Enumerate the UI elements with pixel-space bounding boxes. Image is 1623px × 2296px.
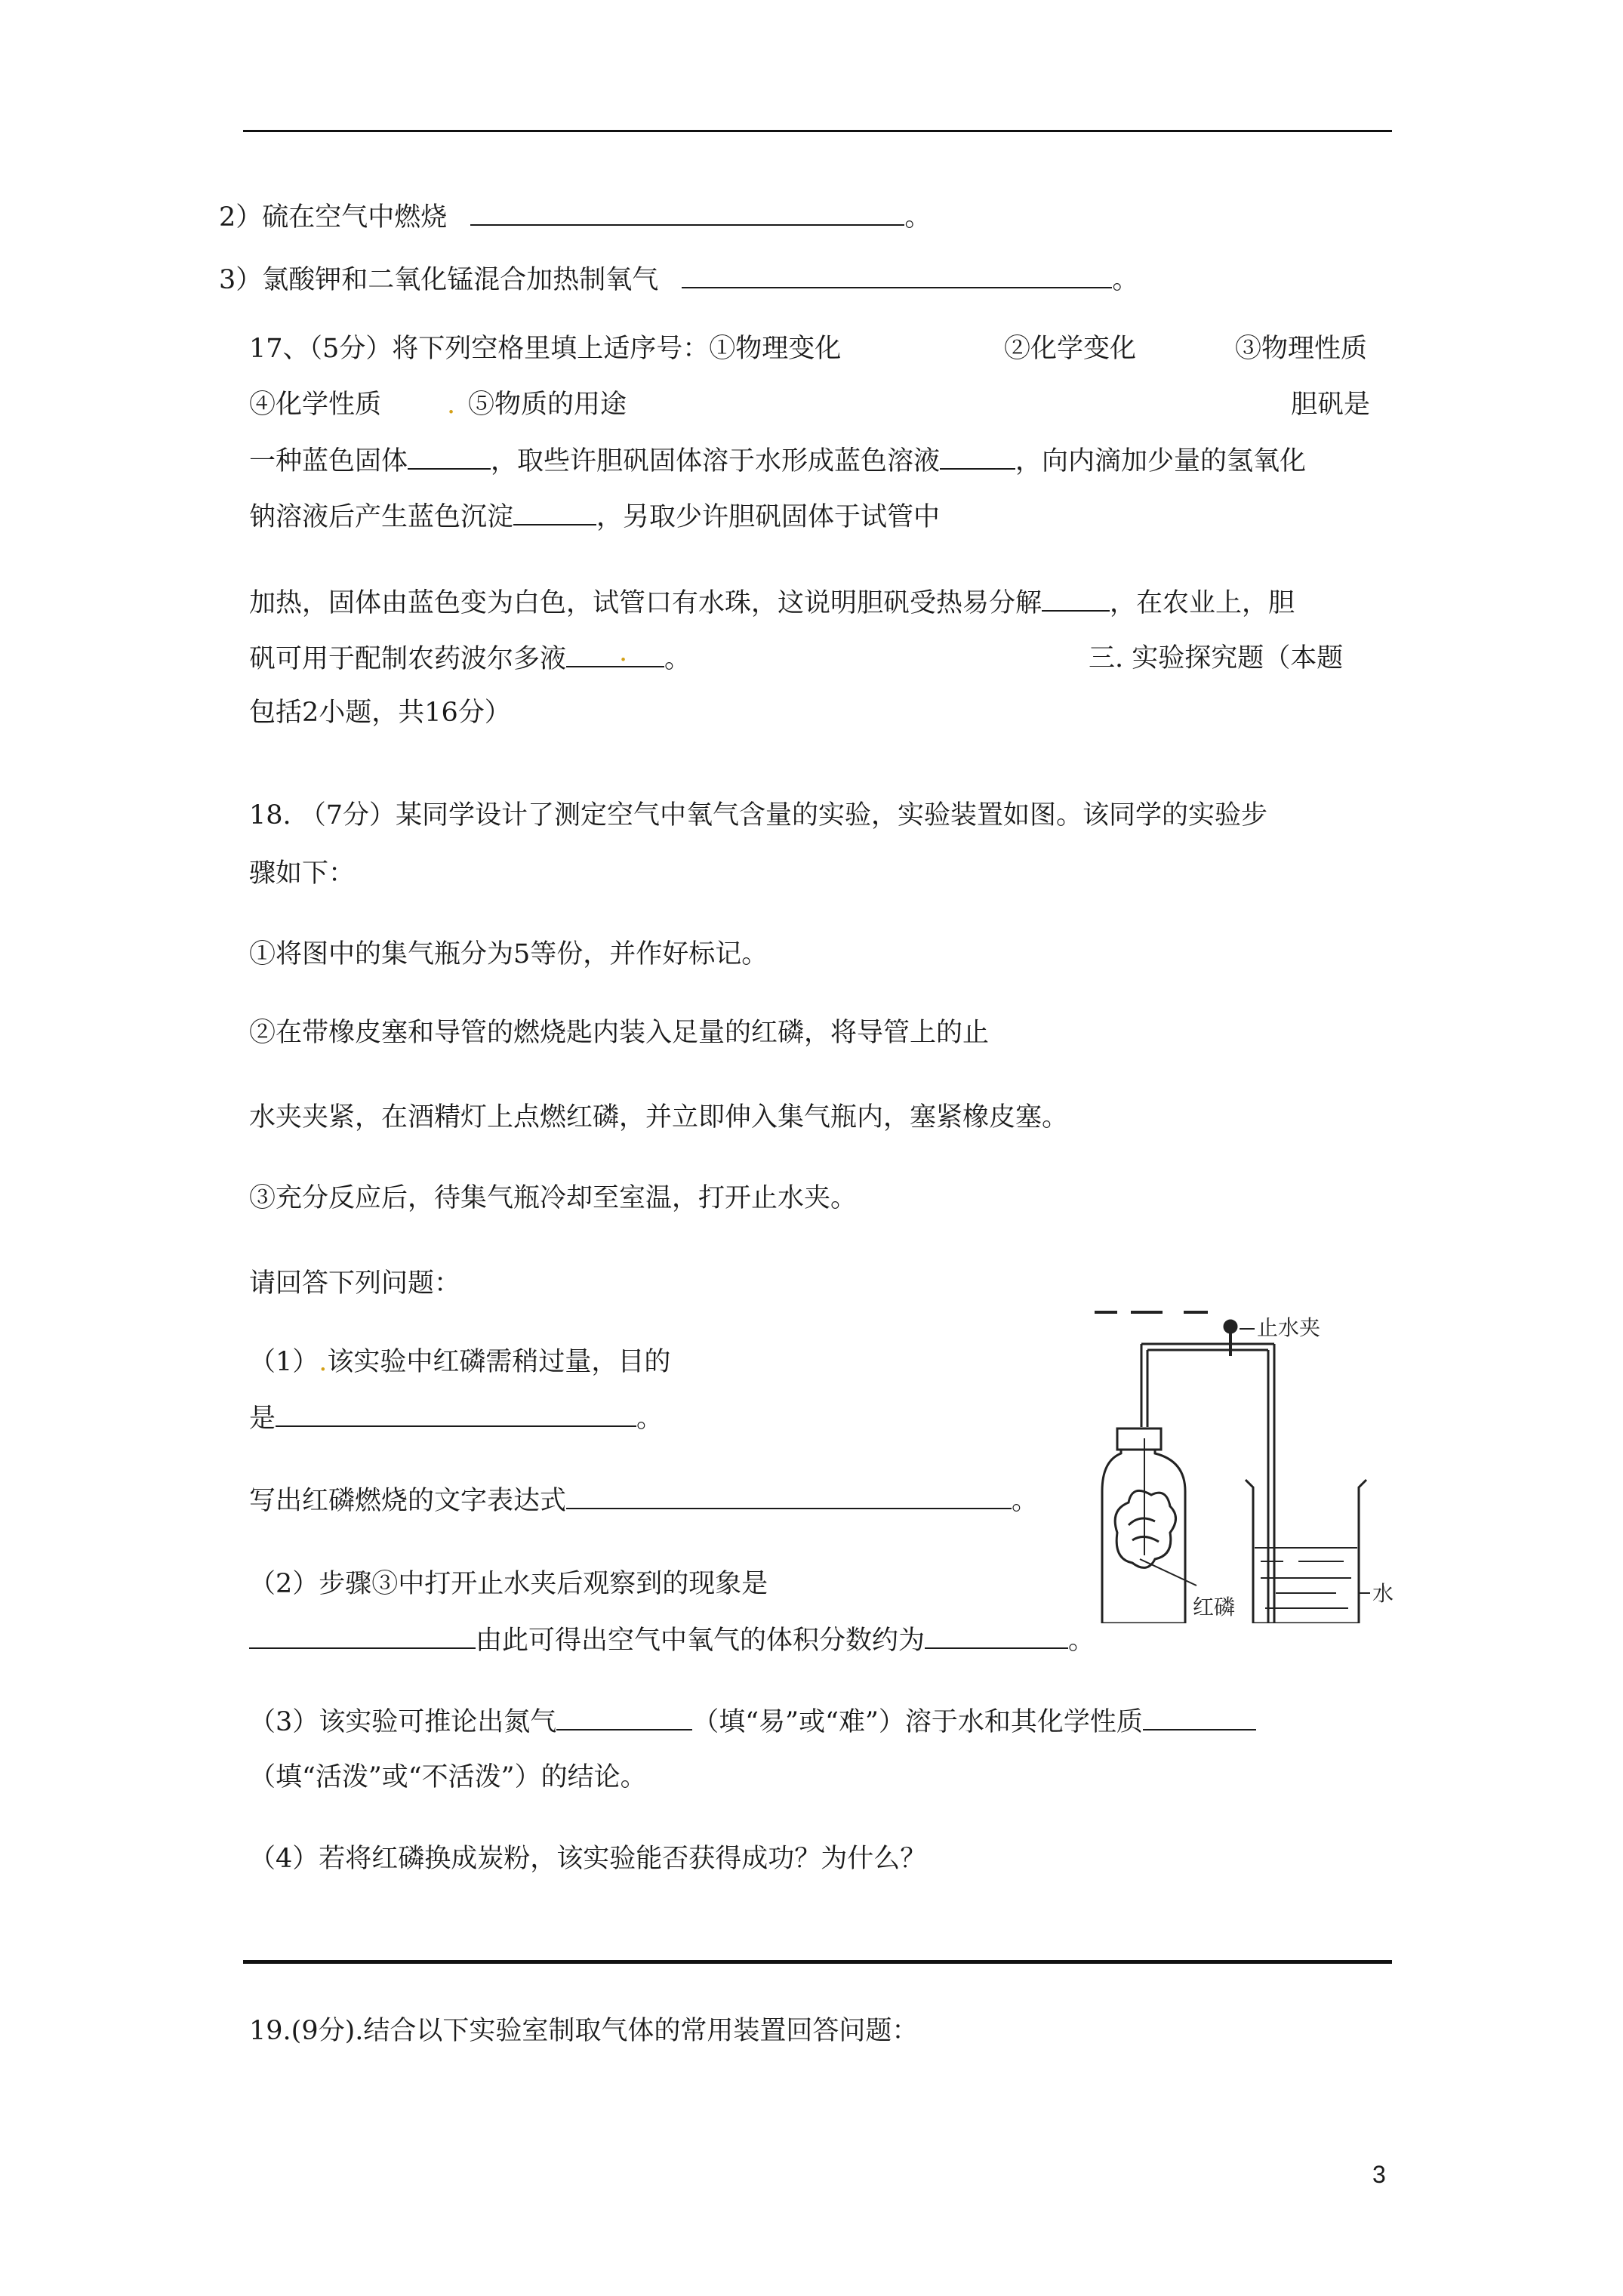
q17-text: ，另取少许胆矾固体于试管中: [596, 502, 941, 532]
q18-part2b: [249, 1623, 1095, 1657]
header-rule: [243, 130, 1392, 132]
q17-text: 一种蓝色固体: [249, 446, 408, 476]
q18-part3a: [249, 1705, 1256, 1739]
answer-blank[interactable]: [566, 637, 664, 667]
q18-text: 。: [1012, 1486, 1039, 1516]
q18-text: （1）: [249, 1347, 319, 1377]
q16-item2-end: 。: [904, 202, 932, 233]
q18-step2b: [249, 1101, 1068, 1134]
q18-part3b: [249, 1761, 647, 1794]
q18-text: （填“活泼”或“不活泼”）的结论。: [249, 1762, 647, 1792]
section-heading-text: 包括2小题，共16分）: [249, 698, 511, 728]
q17-line1-b: [1004, 332, 1136, 365]
q18-part1a: [249, 1345, 670, 1379]
q17-text: 17、（5分）将下列空格里填上适序号：①物理变化: [249, 334, 842, 364]
q19-text: 19.(9分).结合以下实验室制取气体的常用装置回答问题：: [249, 2016, 919, 2046]
stray-dot: .: [619, 637, 628, 667]
q18-text: 由此可得出空气中氧气的体积分数约为: [476, 1626, 925, 1656]
apparatus-diagram: [1087, 1306, 1404, 1623]
q18-text: （4）若将红磷换成炭粉，该实验能否获得成功？为什么？: [249, 1844, 927, 1874]
q17-line5: [249, 586, 1295, 620]
label-water: 水: [1372, 1581, 1394, 1606]
answer-blank[interactable]: [1042, 586, 1110, 612]
q16-item2: [219, 200, 931, 234]
q18-part1b: [249, 1401, 663, 1435]
q17-line1: [249, 332, 841, 365]
q16-item3-text: 3）氯酸钾和二氧化锰混合加热制氧气: [219, 265, 659, 295]
answer-blank[interactable]: [470, 200, 904, 226]
q18-step3: [249, 1182, 857, 1215]
answer-blank[interactable]: [556, 1705, 692, 1730]
q17-text: 加热，固体由蓝色变为白色，试管口有水珠，这说明胆矾受热易分解: [249, 588, 1042, 618]
section-three-heading: [1089, 642, 1343, 675]
q19-line1: [249, 2014, 918, 2048]
q18-text: ②在带橡皮塞和导管的燃烧匙内装入足量的红磷，将导管上的止: [249, 1018, 990, 1048]
section-three-heading-cont: [249, 696, 511, 729]
q18-text: ③充分反应后，待集气瓶冷却至室温，打开止水夹。: [249, 1183, 858, 1213]
answer-blank[interactable]: [940, 444, 1015, 470]
q18-text: 写出红磷燃烧的文字表达式: [249, 1486, 567, 1516]
answer-blank[interactable]: [682, 263, 1112, 288]
answer-blank[interactable]: [1143, 1705, 1256, 1730]
q16-item3: [219, 263, 1138, 297]
q18-line2: [249, 857, 355, 890]
apparatus-figure: [1087, 1306, 1404, 1623]
q17-line3: [249, 444, 1306, 478]
q17-line2-c: [1291, 388, 1370, 421]
label-clamp: 止水夹: [1257, 1315, 1321, 1340]
q18-step2a: [249, 1016, 989, 1049]
section-rule: [243, 1960, 1392, 1964]
q17-text: ④化学性质: [249, 390, 382, 420]
q17-text: 矾可用于配制农药波尔多液: [249, 644, 567, 674]
label-phosphorus: 红磷: [1193, 1595, 1236, 1620]
q17-text: ，向内滴加少量的氢氧化: [1015, 446, 1307, 476]
q17-text: 。: [664, 644, 691, 674]
q17-line4: [249, 500, 940, 534]
q17-text: ②化学变化: [1004, 334, 1137, 364]
q18-part4: [249, 1842, 926, 1875]
q18-text: （3）该实验可推论出氮气: [249, 1707, 557, 1737]
q18-text: 骤如下：: [249, 858, 356, 889]
q18-text: 。: [636, 1404, 664, 1434]
q18-part1c: [249, 1484, 1038, 1518]
stray-dot: .: [319, 1347, 328, 1377]
q17-text: 胆矾是: [1291, 390, 1371, 420]
q18-text: 是: [249, 1404, 276, 1434]
q18-line1: [249, 799, 1267, 832]
answer-blank[interactable]: [276, 1401, 636, 1427]
answer-blank[interactable]: [925, 1623, 1068, 1649]
stray-dot: .: [447, 390, 456, 420]
q18-text: （2）步骤③中打开止水夹后观察到的现象是: [249, 1569, 768, 1599]
answer-blank[interactable]: [566, 1484, 1012, 1509]
q18-text: （填“易”或“难”）溶于水和其化学性质: [692, 1707, 1143, 1737]
q18-step1: [249, 938, 768, 971]
answer-blank[interactable]: [408, 444, 491, 470]
q18-text: ①将图中的集气瓶分为5等份，并作好标记。: [249, 939, 768, 969]
q17-line1-c: [1235, 332, 1367, 365]
answer-blank[interactable]: [249, 1623, 476, 1649]
q17-line2-b: [468, 388, 627, 421]
q18-text: 。: [1068, 1626, 1095, 1656]
q18-text: 请回答下列问题：: [249, 1268, 461, 1299]
q17-text: ，在农业上，胆: [1110, 588, 1295, 618]
page-number: 3: [1372, 2161, 1386, 2188]
q17-text: 钠溶液后产生蓝色沉淀: [249, 502, 514, 532]
q16-item3-end: 。: [1112, 265, 1139, 295]
q18-text: 18. （7分）某同学设计了测定空气中氧气含量的实验，实验装置如图。该同学的实验步: [249, 800, 1268, 831]
q17-line6: [249, 637, 691, 676]
q18-part2a: [249, 1567, 768, 1601]
q18-text: 该实验中红磷需稍过量，目的: [327, 1347, 671, 1377]
q17-line2: [249, 388, 381, 421]
answer-blank[interactable]: [513, 500, 596, 525]
q18-text: 水夹夹紧，在酒精灯上点燃红磷，并立即伸入集气瓶内，塞紧橡皮塞。: [249, 1102, 1069, 1133]
q17-text: ③物理性质: [1235, 334, 1368, 364]
q18-prompt: [249, 1267, 460, 1300]
q17-text: ⑤物质的用途: [468, 390, 627, 420]
section-heading-text: 三. 实验探究题（本题: [1089, 643, 1344, 673]
q16-item2-text: 2）硫在空气中燃烧: [219, 202, 448, 233]
q17-text: ，取些许胆矾固体溶于水形成蓝色溶液: [491, 446, 941, 476]
